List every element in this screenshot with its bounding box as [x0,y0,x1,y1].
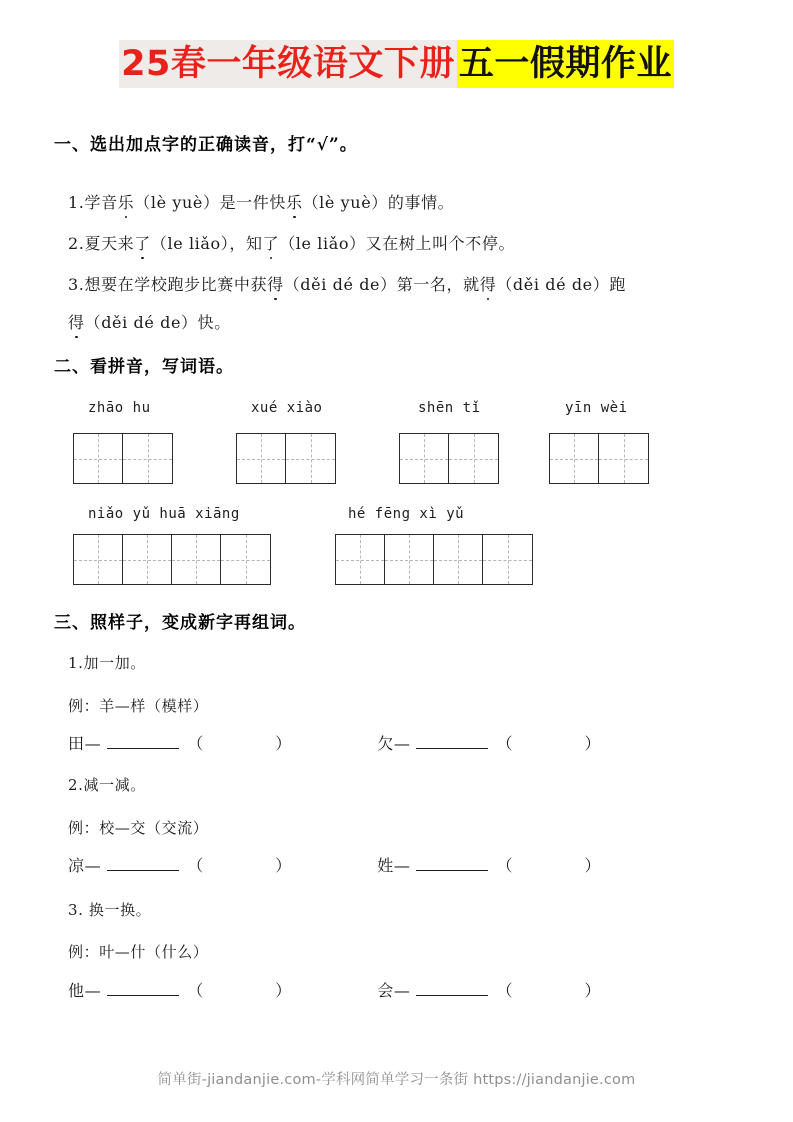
dotted-char: 得 [480,272,497,295]
blank-row-1-paren-open-b: （ [496,734,513,753]
question-1-1-mid2: （lè yuè）的事情。 [302,193,455,212]
subitem-label-3: 3. 换一换。 [68,901,152,919]
blank-row-3-lead-a: 他— [68,981,102,1000]
question-1-2-mid2: （le liǎo）又在树上叫个不停。 [279,234,516,253]
blank-input-2b-word[interactable] [518,856,576,871]
writing-grid-cell[interactable] [123,434,172,483]
blank-input-3b-word[interactable] [518,981,576,996]
writing-grid-cell[interactable] [550,434,599,483]
writing-grid-niaoyuhuaxiang[interactable] [73,534,271,585]
question-1-3-line2 [68,310,231,333]
pinyin-label-niaoyuhuaxiang: niǎo yǔ huā xiāng [88,506,240,522]
writing-grid-cell[interactable] [74,434,123,483]
page-title-red-part: 25春一年级语文下册 [119,40,457,88]
writing-grid-cell[interactable] [74,535,123,584]
blank-row-1-paren-open-a: （ [187,734,204,753]
pinyin-label-zhaohu: zhāo hu [88,400,151,416]
blank-row-2-paren-close-b: ） [584,856,601,875]
blank-input-2b[interactable] [416,855,488,871]
dotted-char: 了 [134,231,151,254]
subitem-label-1: 1.加一加。 [68,654,146,672]
question-1-1-mid1: （lè yuè）是一件快 [134,193,286,212]
blank-input-3b[interactable] [416,980,488,996]
question-1-3-a: 3.想要在学校跑步比赛中获 [68,275,268,294]
writing-grid-shenti[interactable] [399,433,499,484]
section-heading-2: 二、看拼音，写词语。 [54,357,234,377]
writing-grid-cell[interactable] [172,535,221,584]
pinyin-label-shenti: shēn tǐ [418,400,481,416]
writing-grid-cell[interactable] [385,535,434,584]
writing-grid-cell[interactable] [483,535,532,584]
writing-grid-hefengxiyu[interactable] [335,534,533,585]
blank-row-3-paren-close-b: ） [584,981,601,1000]
question-1-1-prefix: 1.学音 [68,193,118,212]
blank-row-2-paren-open-a: （ [187,856,204,875]
dotted-char: 乐 [118,190,135,213]
question-1-1 [68,190,454,213]
blank-input-3a[interactable] [107,980,179,996]
blank-input-2a-word[interactable] [209,856,267,871]
dotted-char: 了 [263,231,280,254]
writing-grid-cell[interactable] [123,535,172,584]
dotted-char: 乐 [286,190,303,213]
writing-grid-cell[interactable] [449,434,498,483]
writing-grid-xuexiao[interactable] [236,433,336,484]
blank-row-3-lead-b: 会— [377,981,411,1000]
question-1-3-line1 [68,272,626,295]
writing-grid-yinwei[interactable] [549,433,649,484]
blank-input-2a[interactable] [107,855,179,871]
page-title [0,40,793,88]
question-1-2 [68,231,515,254]
blank-input-1b[interactable] [416,733,488,749]
blank-row-1 [68,731,600,754]
writing-grid-cell[interactable] [221,535,270,584]
question-1-2-prefix: 2.夏天来 [68,234,135,253]
pinyin-label-yinwei: yīn wèi [565,400,628,416]
writing-grid-cell[interactable] [400,434,449,483]
pinyin-label-xuexiao: xué xiào [251,400,323,416]
blank-input-1a-word[interactable] [209,734,267,749]
subitem-label-2: 2.减一减。 [68,776,146,794]
writing-grid-cell[interactable] [599,434,648,483]
blank-row-3 [68,978,600,1001]
blank-row-3-paren-open-a: （ [187,981,204,1000]
section-heading-3: 三、照样子，变成新字再组词。 [54,613,306,633]
subitem-example-1: 例：羊—样（模样） [68,697,209,715]
writing-grid-cell[interactable] [286,434,335,483]
blank-row-1-paren-close-b: ） [584,734,601,753]
writing-grid-zhaohu[interactable] [73,433,173,484]
dotted-char: 得 [68,310,85,333]
writing-grid-cell[interactable] [434,535,483,584]
blank-input-1b-word[interactable] [518,734,576,749]
section-heading-1: 一、选出加点字的正确读音，打“√”。 [54,135,358,155]
blank-row-1-lead-a: 田— [68,734,102,753]
blank-row-3-paren-close-a: ） [275,981,292,1000]
blank-row-2-paren-close-a: ） [275,856,292,875]
page-title-highlighted-part: 五一假期作业 [457,40,674,88]
blank-row-3-paren-open-b: （ [496,981,513,1000]
blank-row-2-paren-open-b: （ [496,856,513,875]
blank-row-1-paren-close-a: ） [275,734,292,753]
blank-input-3a-word[interactable] [209,981,267,996]
blank-row-2-lead-a: 凉— [68,856,102,875]
footer-watermark: 简单街-jiandanjie.com-学科网简单学习一条街 https://jiandanjie.com [157,1072,636,1088]
blank-row-1-lead-b: 欠— [377,734,411,753]
subitem-example-2: 例：校—交（交流） [68,819,209,837]
question-1-3-b: （děi dé de）第一名，就 [283,275,480,294]
question-1-3-c: （děi dé de）跑 [496,275,626,294]
blank-row-2-lead-b: 姓— [377,856,411,875]
question-1-3-line2-text: （děi dé de）快。 [84,313,231,332]
pinyin-label-hefengxiyu: hé fēng xì yǔ [348,506,465,522]
writing-grid-cell[interactable] [237,434,286,483]
writing-grid-cell[interactable] [336,535,385,584]
blank-row-2 [68,853,600,876]
dotted-char: 得 [267,272,284,295]
subitem-example-3: 例：叶—什（什么） [68,943,209,961]
blank-input-1a[interactable] [107,733,179,749]
question-1-2-mid1: （le liǎo），知 [150,234,263,253]
